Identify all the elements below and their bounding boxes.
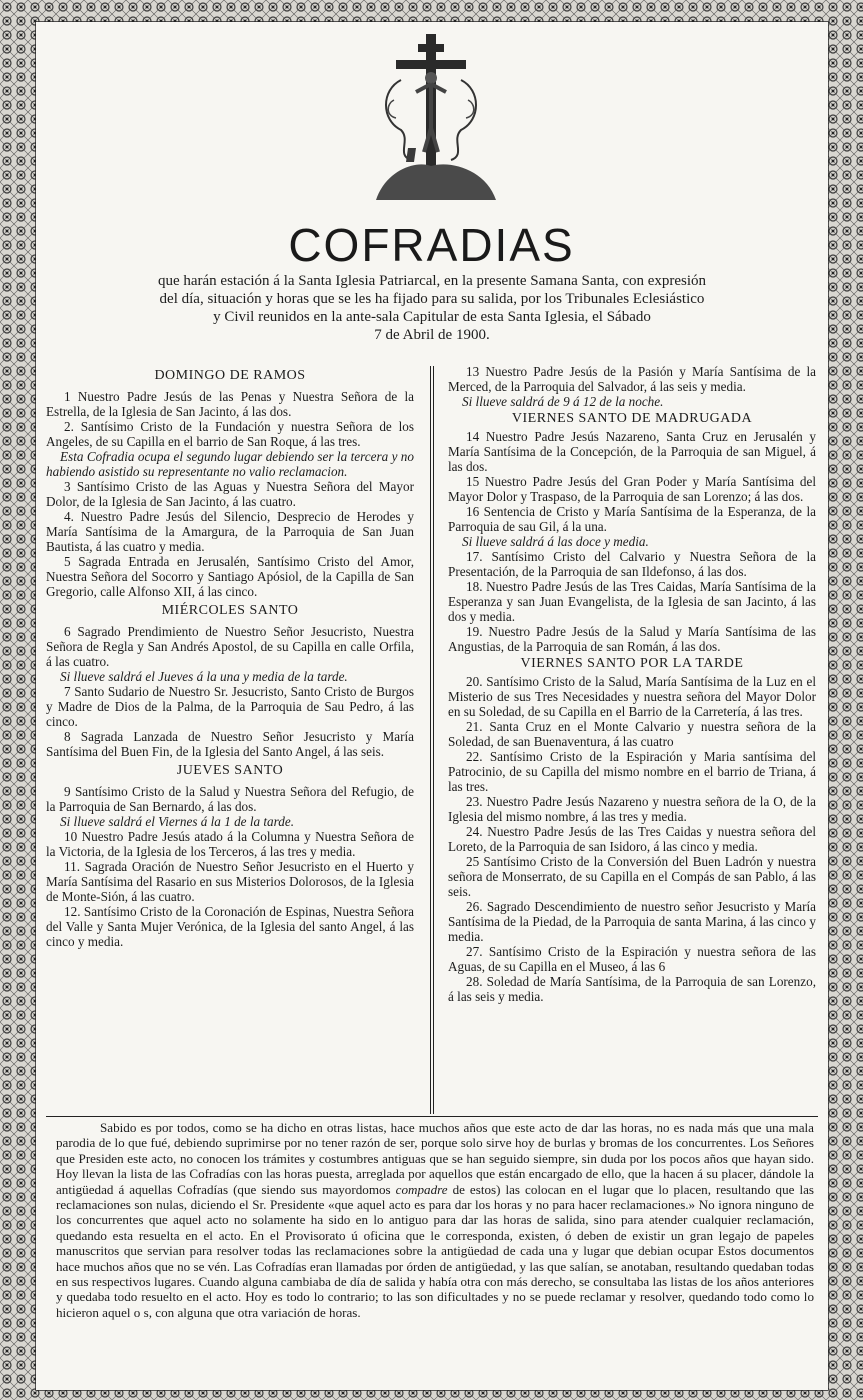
cofradia-entry: 28. Soledad de María Santísima, de la Parroquia de san Lorenzo, á las seis y media. bbox=[448, 974, 816, 1004]
cofradia-entry: 5 Sagrada Entrada en Jerusalén, Santísimo Cristo del Amor, Nuestra Señora del Socorro y Santiago Apósiol, de la Capilla de San Gregorio, calle Alfonso XII, á las cinco. bbox=[46, 554, 414, 599]
commentary-text: de estos) las colocan en el lugar que lo placen, resultando que las reclamaciones son nulas, diciendo el Sr. Presidente «que aquel acto es para dar los horas y no para hacer reclamaciones.» No ignora ninguno de los concurrentes que aquel acto no solamente ha sido en lo antiguo para dar las horas de salida, sino para atender cualquier reclamación, quedando esta resuelta en el acto. En el Provisorato ú oficina que le corresponda, existen, ó deben de existir un gran legajo de papeles manuscritos que servian para resolver todas las reclamaciones sobre la antigüedad de cada una y lugar que debian ocupar Estos documentos hace muchos años que no se vén. Las Cofradías eran llamadas por órden de antigüedad, y las que salían, se anotaban, resultando quedaban todas en sus respectivos lugares. Cuando alguna cambiaba de día de salida y había otra con más derecho, se consultaba las listas de los años anteriores y quedaba todo resuelto en el acto. Hoy es todo lo contrario; to las son dificultades y no se puede reclamar y resolver, quedando todo como lo hicieron aquel o s, con alguna que otra variación de horas. bbox=[56, 1181, 814, 1320]
subtitle-line: 7 de Abril de 1900. bbox=[374, 327, 490, 343]
cofradia-entry: 26. Sagrado Descendimiento de nuestro señor Jesucristo y María Santísima de la Piedad, de la Parroquia de santa Marina, á las cinco y media. bbox=[448, 899, 816, 944]
left-column bbox=[46, 364, 414, 949]
rain-note: Esta Cofradia ocupa el segundo lugar debiendo ser la tercera y no habiendo asistido su representante no valio reclamacion. bbox=[46, 449, 414, 479]
cofradia-entry: 17. Santísimo Cristo del Calvario y Nuestra Señora de la Presentación, de la Parroquia de san Ildefonso, á las dos. bbox=[448, 549, 816, 579]
cofradia-entry: 27. Santísimo Cristo de la Espiración y nuestra señora de las Aguas, de su Capilla en el Museo, á las 6 bbox=[448, 944, 816, 974]
cofradia-entry: 15 Nuestro Padre Jesús del Gran Poder y María Santísima del Mayor Dolor y Traspaso, de la Parroquia de san Lorenzo; á las dos. bbox=[448, 474, 816, 504]
cofradia-entry: 12. Santísimo Cristo de la Coronación de Espinas, Nuestra Señora del Valle y Santa Mujer Verónica, de la Iglesia del santo Angel, á las cinco y media. bbox=[46, 904, 414, 949]
cofradia-entry: 23. Nuestro Padre Jesús Nazareno y nuestra señora de la O, de la Iglesia del mismo nombre, á las tres y media. bbox=[448, 794, 816, 824]
cofradia-entry: 19. Nuestro Padre Jesús de la Salud y María Santísima de las Angustias, de la Parroquia de san Román, á las dos. bbox=[448, 624, 816, 654]
cofradia-entry: 4. Nuestro Padre Jesús del Silencio, Desprecio de Herodes y María Santísima de la Amargura, de la Parroquia de San Juan Bautista, á las cuatro y media. bbox=[46, 509, 414, 554]
commentary-text: Sabido es por todos, como se ha dicho en otras listas, hace muchos años que este acto de dar las horas, no es nada más que una mala parodia de lo que fué, debiendo suprimirse por no tener razón de ser, porque solo sirve hoy de burlas y bromas de los concurrentes. Los Señores que Presiden este acto, no conocen los trámites y costumbres antiguas que se han seguido siempre, sin duda por los pocos años que hayan sido. Hoy llevan la lista de las Cofradías con las horas puesta, arreglada por aquellos que están encargado de ello, que la hacen á su placer, dándole la antigüedad á aquellas Cofradías (que siendo sus mayordomos bbox=[56, 1120, 814, 1197]
section-heading: MIÉRCOLES SANTO bbox=[161, 603, 299, 618]
subtitle bbox=[48, 272, 816, 344]
cofradia-entry: 7 Santo Sudario de Nuestro Sr. Jesucristo, Santo Cristo de Burgos y Madre de Dios de la Palma, de la Parroquia de Sau Pedro, á las cinco. bbox=[46, 684, 414, 729]
cofradia-entry: 20. Santísimo Cristo de la Salud, María Santísima de la Luz en el Misterio de sus Tres Necesidades y nuestra señora del Mayor Dolor en su Soledad, de su Capilla en el Barrio de la Carretería, á las tres. bbox=[448, 674, 816, 719]
cofradia-entry: 8 Sagrada Lanzada de Nuestro Señor Jesucristo y María Santísima del Buen Fin, de la Iglesia del Santo Angel, á las seis. bbox=[46, 729, 414, 759]
commentary-italic: compadre bbox=[395, 1181, 448, 1197]
rain-note: Si llueve saldrá el Viernes á la 1 de la tarde. bbox=[60, 814, 295, 829]
cofradia-entry: 22. Santísimo Cristo de la Espiración y Maria santísima del Patrocinio, de su Capilla del mismo nombre en el barrio de Triana, á las tres. bbox=[448, 749, 816, 794]
section-heading: VIERNES SANTO POR LA TARDE bbox=[520, 656, 744, 671]
subtitle-line: del día, situación y horas que se les ha fijado para su salida, por los Tribunales Eclesiástico bbox=[159, 291, 705, 307]
subtitle-line: y Civil reunidos en la ante-sala Capitular de esta Santa Iglesia, el Sábado bbox=[213, 309, 651, 325]
section-heading: JUEVES SANTO bbox=[176, 763, 284, 778]
page-title: COFRADIAS bbox=[288, 219, 575, 271]
cofradia-entry: 25 Santísimo Cristo de la Conversión del Buen Ladrón y nuestra señora de Monserrato, de su Capilla en el Compás de san Pablo, á las seis. bbox=[448, 854, 816, 899]
cofradia-entry: 11. Sagrada Oración de Nuestro Señor Jesucristo en el Huerto y María Santísima del Rasario en sus Misterios Dolorosos, de la Iglesia de Monte-Sión, á las cuatro. bbox=[46, 859, 414, 904]
subtitle-line: que harán estación á la Santa Iglesia Patriarcal, en la presente Samana Santa, con expresión bbox=[157, 273, 707, 289]
cofradia-entry: 3 Santísimo Cristo de las Aguas y Nuestra Señora del Mayor Dolor, de la Iglesia de San Jacinto, á las cuatro. bbox=[46, 479, 414, 509]
cofradia-entry: 14 Nuestro Padre Jesús Nazareno, Santa Cruz en Jerusalén y María Santísima de la Concepción, de la Parroquia de san Miguel, á las dos. bbox=[448, 429, 816, 474]
cofradia-entry: 6 Sagrado Prendimiento de Nuestro Señor Jesucristo, Nuestra Señora de Regla y San Andrés Apostol, de su Capilla en calle Orfila, á las cuatro. bbox=[46, 624, 414, 669]
crucifix-illustration bbox=[356, 30, 506, 210]
rain-note: Si llueve saldrá á las doce y media. bbox=[462, 534, 649, 549]
rain-note: Si llueve saldrá el Jueves á la una y media de la tarde. bbox=[60, 669, 348, 684]
column-divider bbox=[433, 366, 434, 1114]
cofradia-entry: 10 Nuestro Padre Jesús atado á la Columna y Nuestra Señora de la Victoria, de la Iglesia de los Terceros, á las tres y media. bbox=[46, 829, 414, 859]
cofradia-entry: 16 Sentencia de Cristo y María Santísima de la Esperanza, de la Parroquia de sau Gil, á la una. bbox=[448, 504, 816, 534]
section-divider bbox=[46, 1116, 818, 1117]
cofradia-entry: 24. Nuestro Padre Jesús de las Tres Caidas y nuestra señora del Loreto, de la Parroquia de san Isidoro, á las cinco y media. bbox=[448, 824, 816, 854]
section-heading: VIERNES SANTO DE MADRUGADA bbox=[511, 411, 753, 426]
cofradia-entry: 13 Nuestro Padre Jesús de la Pasión y María Santísima de la Merced, de la Parroquia del Salvador, á las seis y media. bbox=[448, 364, 816, 394]
rain-note: Si llueve saldrá de 9 á 12 de la noche. bbox=[462, 394, 664, 409]
cofradia-entry: 2. Santísimo Cristo de la Fundación y nuestra Señora de los Angeles, de su Capilla en el barrio de San Roque, á las tres. bbox=[46, 419, 414, 449]
right-column bbox=[448, 364, 816, 1004]
cofradia-entry: 1 Nuestro Padre Jesús de las Penas y Nuestra Señora de la Estrella, de la Iglesia de San Jacinto, á las dos. bbox=[46, 389, 414, 419]
cofradia-entry: 18. Nuestro Padre Jesús de las Tres Caidas, María Santísima de la Esperanza y san Juan Evangelista, de la Iglesia de san Jacinto, á las dos y media. bbox=[448, 579, 816, 624]
cofradia-entry: 9 Santísimo Cristo de la Salud y Nuestra Señora del Refugio, de la Parroquia de San Bernardo, á las dos. bbox=[46, 784, 414, 814]
section-heading: DOMINGO DE RAMOS bbox=[154, 368, 306, 383]
cofradia-entry: 21. Santa Cruz en el Monte Calvario y nuestra señora de la Soledad, de san Buenaventura, á las cuatro bbox=[448, 719, 816, 749]
commentary-paragraph bbox=[56, 1120, 814, 1320]
column-divider bbox=[430, 366, 431, 1114]
